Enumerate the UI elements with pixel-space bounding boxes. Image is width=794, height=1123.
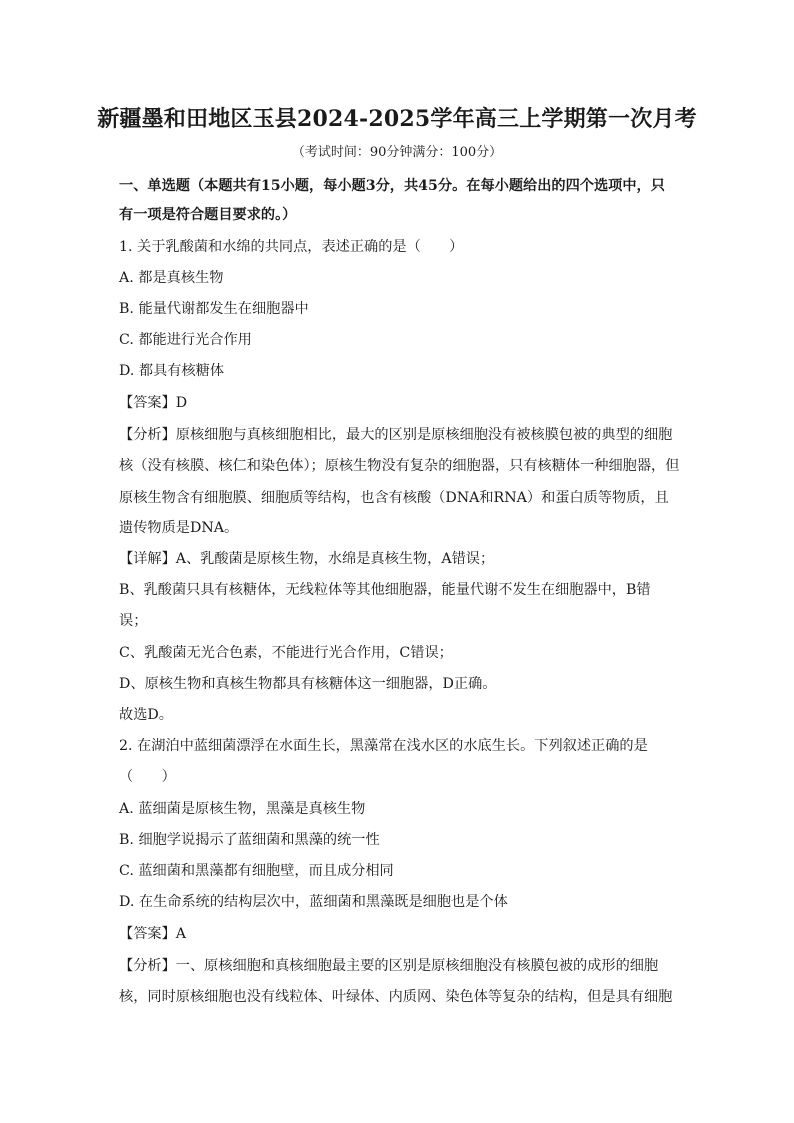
document-title: 新疆墨和田地区玉县2024-2025学年高三上学期第一次月考 — [97, 106, 697, 132]
section-heading: 一、单选题（本题共有15小题，每小题3分，共45分。在每小题给出的四个选项中，只 — [119, 178, 665, 194]
detail-line: 误； — [119, 613, 148, 629]
analysis-line: 遗传物质是DNA。 — [119, 520, 239, 536]
detail-line: C、乳酸菌无光合色素，不能进行光合作用，C错误； — [119, 645, 453, 661]
detail-line: 【详解】A、乳酸菌是原核生物，水绵是真核生物，A错误； — [119, 551, 495, 567]
answer: 【答案】D — [119, 395, 188, 411]
analysis-line: 【分析】一、原核细胞和真核细胞最主要的区别是原核细胞没有核膜包被的成形的细胞 — [119, 958, 659, 974]
option-a: A. 都是真核生物 — [119, 270, 224, 286]
detail-line: D、原核生物和真核生物都具有核糖体这一细胞器，D正确。 — [119, 676, 497, 692]
answer: 【答案】A — [119, 926, 186, 942]
analysis-line: 核（没有核膜、核仁和染色体）；原核生物没有复杂的细胞器，只有核糖体一种细胞器，但 — [119, 458, 680, 474]
option-d: D. 在生命系统的结构层次中，蓝细菌和黑藻既是细胞也是个体 — [119, 894, 508, 910]
conclusion: 故选D。 — [119, 707, 173, 723]
question-1: 1. 关于乳酸菌和水绵的共同点，表述正确的是（ ） — [119, 239, 464, 255]
option-a: A. 蓝细菌是原核生物，黑藻是真核生物 — [119, 801, 366, 817]
section-heading-cont: 有一项是符合题目要求的。） — [119, 207, 297, 223]
question-2: 2. 在湖泊中蓝细菌漂浮在水面生长，黑藻常在浅水区的水底生长。下列叙述正确的是 — [119, 738, 648, 754]
analysis-line: 核，同时原核细胞也没有线粒体、叶绿体、内质网、染色体等复杂的结构，但是具有细胞 — [119, 989, 673, 1005]
analysis-line: 原核生物含有细胞膜、细胞质等结构，也含有核酸（DNA和RNA）和蛋白质等物质，且 — [119, 490, 669, 506]
exam-info: （考试时间：90分钟满分：100分） — [291, 145, 503, 160]
option-d: D. 都具有核糖体 — [119, 363, 225, 379]
detail-line: B、乳酸菌只具有核糖体，无线粒体等其他细胞器，能量代谢不发生在细胞器中，B错 — [119, 582, 651, 598]
option-b: B. 能量代谢都发生在细胞器中 — [119, 301, 309, 317]
option-c: C. 都能进行光合作用 — [119, 332, 252, 348]
analysis-line: 【分析】原核细胞与真核细胞相比，最大的区别是原核细胞没有被核膜包被的典型的细胞 — [119, 427, 673, 443]
option-b: B. 细胞学说揭示了蓝细菌和黑藻的统一性 — [119, 832, 380, 848]
question-2-cont: （ ） — [119, 769, 176, 785]
option-c: C. 蓝细菌和黑藻都有细胞壁，而且成分相同 — [119, 863, 394, 879]
